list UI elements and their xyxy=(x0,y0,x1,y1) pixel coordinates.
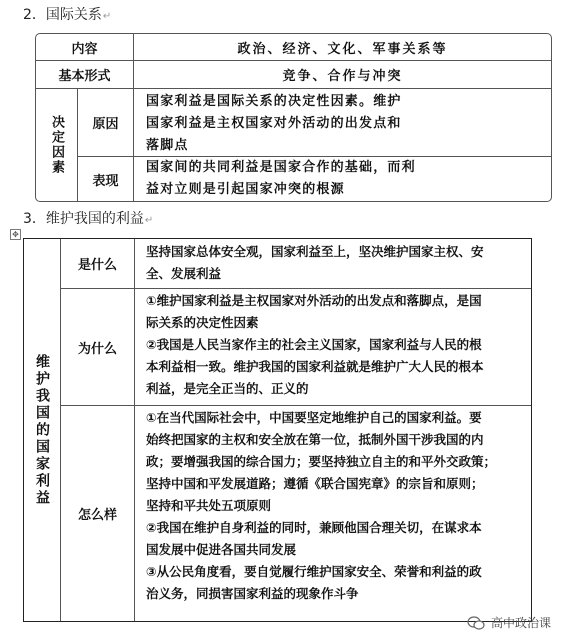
national-interest-table xyxy=(23,238,532,622)
divider xyxy=(133,88,134,201)
section-3-title: 3．维护我国的利益↵ xyxy=(23,211,154,227)
content-value: 政治、经济、文化、军事关系等 xyxy=(237,41,448,57)
basic-form-label: 基本形式 xyxy=(58,69,111,84)
international-relations-table xyxy=(35,33,552,202)
watermark-text: 高中政治课 xyxy=(490,616,551,630)
manifestation-label: 表现 xyxy=(92,173,119,189)
why-label: 为什么 xyxy=(77,341,117,357)
manifestation-text: 国家间的共同利益是国家合作的基础，而利 益对立则是引起国家冲突的根源 xyxy=(146,160,416,197)
section-2-title: 2．国际关系↵ xyxy=(23,7,112,23)
protect-national-interest-label: 维护我国的国家利益 xyxy=(34,353,50,507)
decisive-factors-label: 决定因素 xyxy=(49,115,64,175)
basic-form-value: 竞争、合作与冲突 xyxy=(282,69,403,84)
wechat-icon xyxy=(467,616,485,630)
how-label: 怎么样 xyxy=(77,508,117,523)
how-text: ①在当代国际社会中，中国要坚定地维护自己的国家利益。要 始终把国家的主权和安全放在第一位，抵制外国干涉我国的内 政；要增强我国的综合国力；要坚持独立自主的和平外交政策； 坚持中国和平发展道路；遵循《联合国宪章》的宗旨和原则； 坚持和平共处五项原则 ②我国在维护自身利益的同时，兼顾他国合理关切，在谋求本 国发展中促进各国共同发展 ③从公民角度看，要自觉履行维护国家安全、荣誉和利益的政 治义务，同损害国家利益的现象作斗争 xyxy=(146,410,497,601)
table-move-handle-icon[interactable]: ✥ xyxy=(10,229,21,240)
divider xyxy=(134,239,135,621)
watermark xyxy=(467,614,551,631)
what-text: 坚持国家总体安全观，国家利益至上，坚决维护国家主权、安 全、发展利益 xyxy=(146,244,484,281)
why-text: ①维护国家利益是主权国家对外活动的出发点和落脚点，是国 际关系的决定性因素 ②我国是人民当家作主的社会主义国家，国家利益与人民的根 本利益相一致。维护我国的国家利益就是维护广大人民的根本 利益，是完全正当的、正义的 xyxy=(146,293,484,396)
what-label: 是什么 xyxy=(77,258,117,273)
reason-text: 国家利益是国际关系的决定性因素。维护 国家利益是主权国家对外活动的出发点和 落脚点 xyxy=(146,94,402,153)
reason-label: 原因 xyxy=(92,117,119,132)
content-label: 内容 xyxy=(71,41,98,57)
